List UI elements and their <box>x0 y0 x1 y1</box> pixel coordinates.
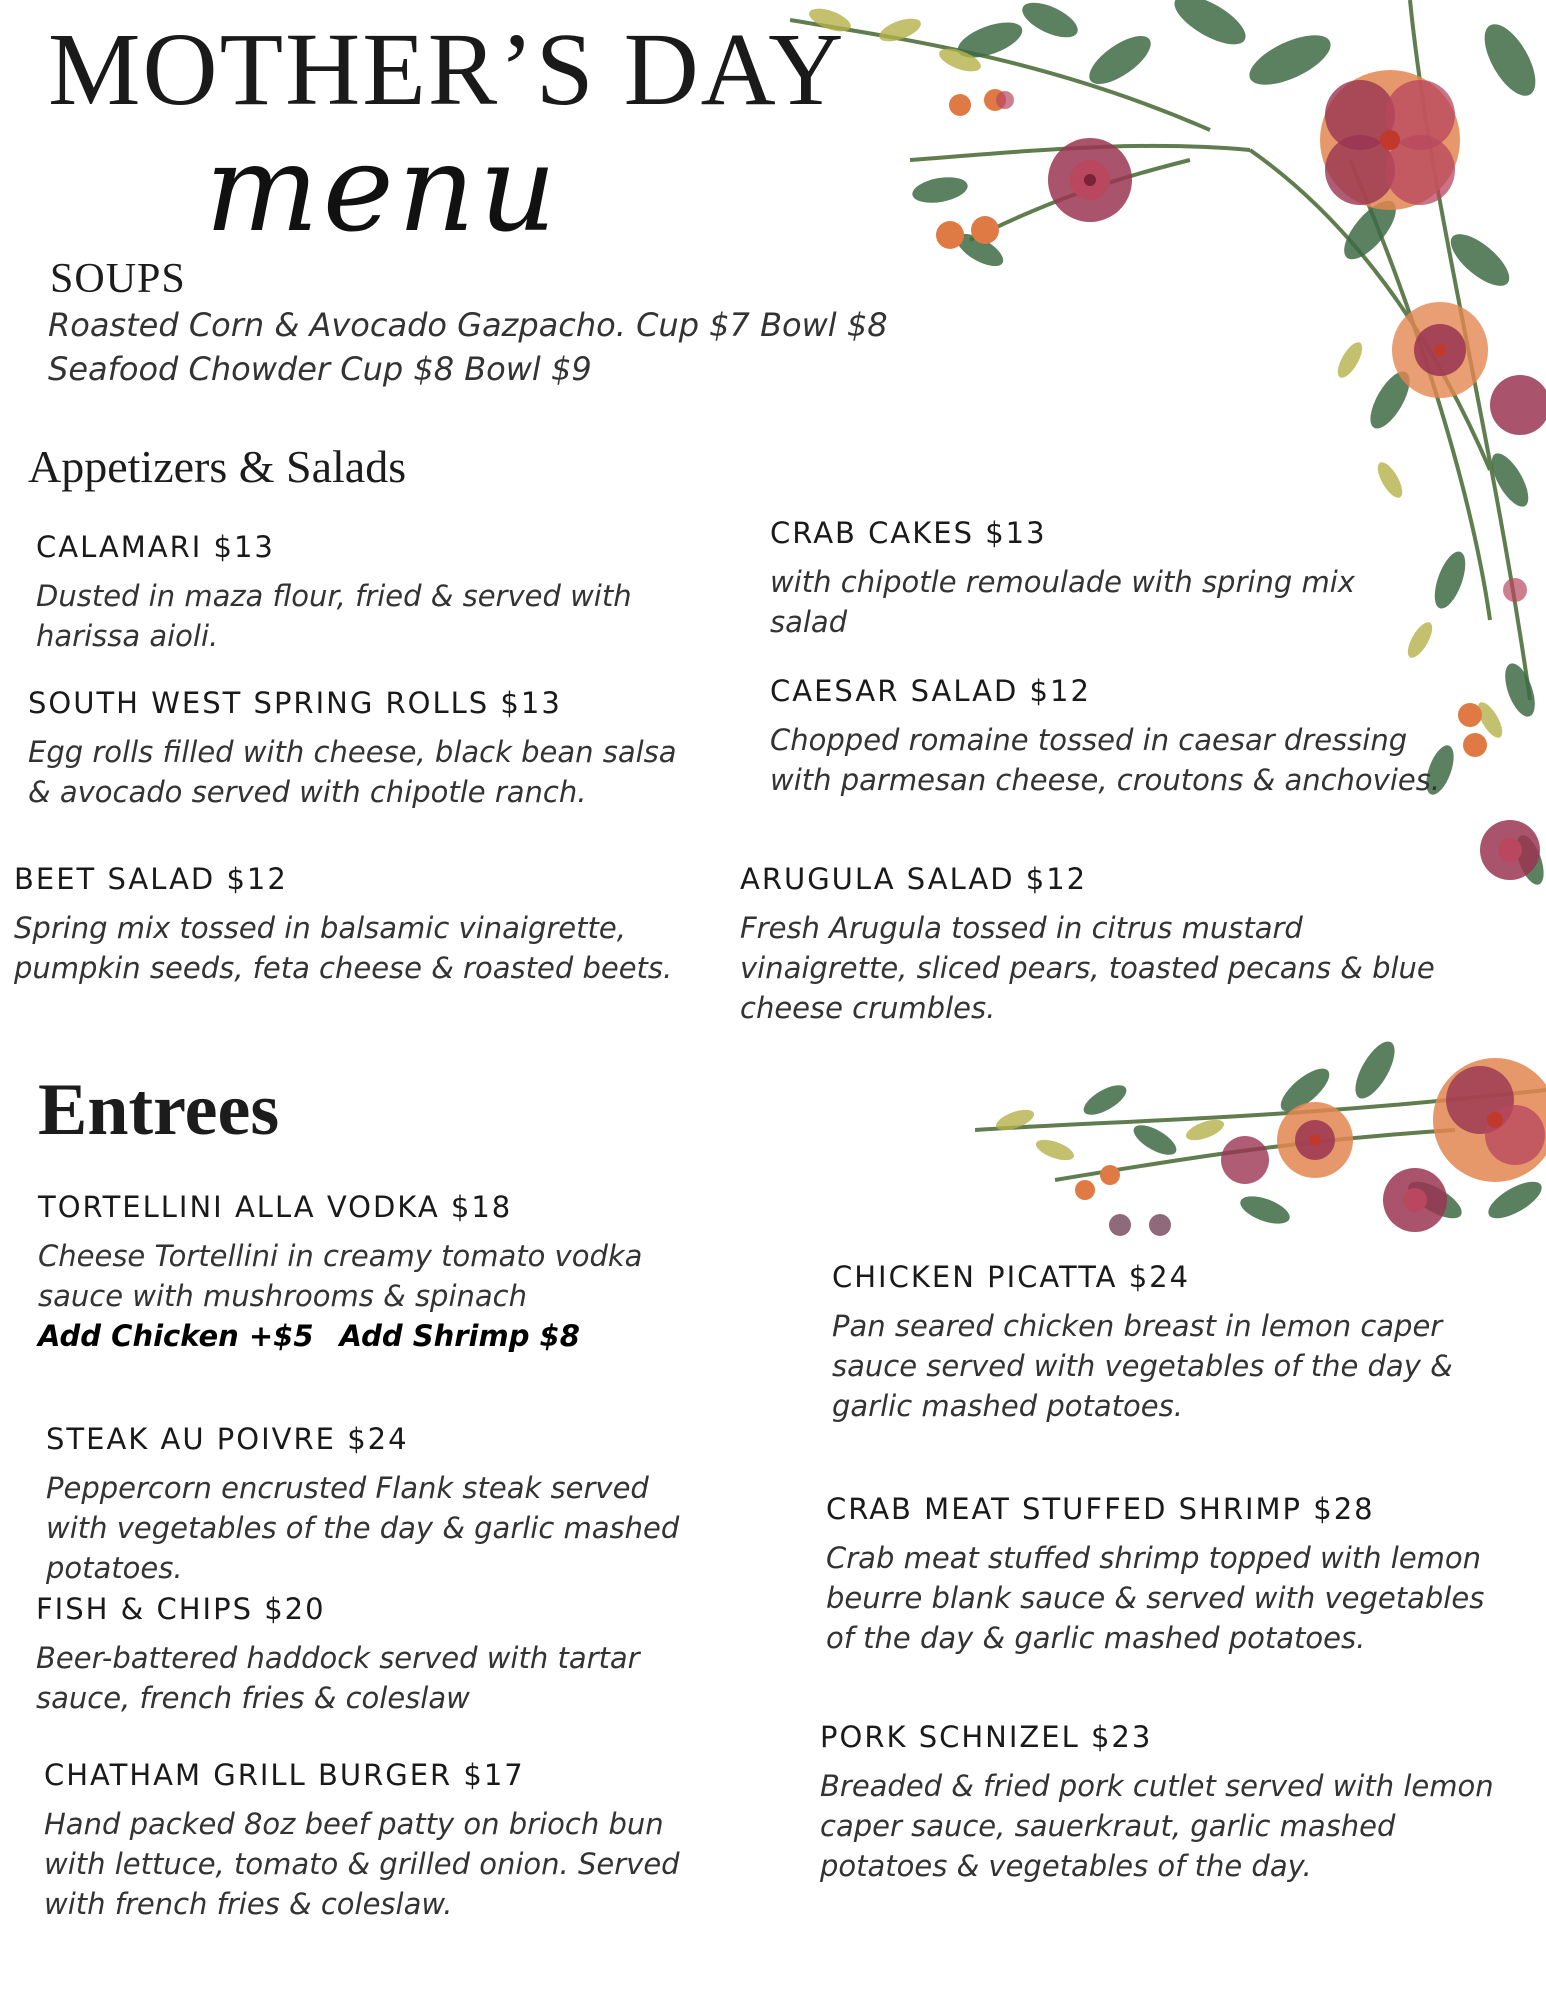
item-description: Crab meat stuffed shrimp topped with lemon beurre blank sauce & served with vegetables of the day & garlic mashed potatoes. <box>826 1541 1485 1655</box>
item-description: Beer-battered haddock served with tartar sauce, french fries & coleslaw <box>36 1641 640 1715</box>
menu-item-caesar-salad <box>770 674 1460 800</box>
item-description: Chopped romaine tossed in caesar dressing with parmesan cheese, croutons & anchovies. <box>770 723 1441 797</box>
item-name: TORTELLINI ALLA VODKA $18 <box>38 1190 513 1224</box>
menu-item-chatham-burger <box>44 1758 724 1924</box>
entrees-heading: Entrees <box>38 1069 280 1151</box>
item-description: Fresh Arugula tossed in citrus mustard vinaigrette, sliced pears, toasted pecans & blue cheese crumbles. <box>740 911 1435 1025</box>
menu-script-heading: menu <box>205 120 561 259</box>
menu-item-beet-salad <box>14 862 694 988</box>
item-name: CHICKEN PICATTA $24 <box>832 1260 1191 1294</box>
item-name: PORK SCHNIZEL $23 <box>820 1720 1153 1754</box>
soup-item: Seafood Chowder Cup $8 Bowl $9 <box>48 350 592 388</box>
menu-item-steak-au-poivre <box>46 1422 706 1588</box>
item-description: Dusted in maza flour, fried & served with harissa aioli. <box>36 579 632 653</box>
item-description: Breaded & fried pork cutlet served with lemon caper sauce, sauerkraut, garlic mashed potatoes & vegetables of the day. <box>820 1769 1494 1883</box>
item-name: CAESAR SALAD $12 <box>770 674 1091 708</box>
item-name: FISH & CHIPS $20 <box>36 1592 326 1626</box>
item-description: Cheese Tortellini in creamy tomato vodka sauce with mushrooms & spinach <box>38 1239 643 1313</box>
item-name: BEET SALAD $12 <box>14 862 288 896</box>
addon-shrimp: Add Shrimp $8 <box>339 1319 580 1353</box>
menu-title: MOTHER’S DAY <box>48 12 846 127</box>
menu-item-arugula-salad <box>740 862 1460 1028</box>
floral-corner-decoration <box>790 0 1546 1000</box>
item-description: Peppercorn encrusted Flank steak served with vegetables of the day & garlic mashed potatoes. <box>46 1471 680 1585</box>
menu-item-crab-cakes <box>770 516 1380 642</box>
menu-item-chicken-picatta <box>832 1260 1512 1426</box>
menu-item-pork-schnizel <box>820 1720 1530 1886</box>
item-name: CHATHAM GRILL BURGER $17 <box>44 1758 525 1792</box>
soup-item: Roasted Corn & Avocado Gazpacho. Cup $7 Bowl $8 <box>48 306 888 344</box>
item-name: CRAB MEAT STUFFED SHRIMP $28 <box>826 1492 1375 1526</box>
item-description: Spring mix tossed in balsamic vinaigrette, pumpkin seeds, feta cheese & roasted beets. <box>14 911 673 985</box>
addon-chicken: Add Chicken +$5 <box>38 1319 314 1353</box>
item-description: Egg rolls filled with cheese, black bean salsa & avocado served with chipotle ranch. <box>28 735 677 809</box>
item-description: with chipotle remoulade with spring mix salad <box>770 565 1355 639</box>
appetizers-heading: Appetizers & Salads <box>28 441 407 492</box>
menu-item-spring-rolls <box>28 686 708 812</box>
item-name: STEAK AU POIVRE $24 <box>46 1422 409 1456</box>
menu-item-fish-chips <box>36 1592 696 1718</box>
item-description: Hand packed 8oz beef patty on brioch bun with lettuce, tomato & grilled onion. Served with french fries & coleslaw. <box>44 1807 680 1921</box>
item-description: Pan seared chicken breast in lemon caper sauce served with vegetables of the day & garlic mashed potatoes. <box>832 1309 1453 1423</box>
item-name: ARUGULA SALAD $12 <box>740 862 1088 896</box>
soups-heading: SOUPS <box>50 256 186 302</box>
menu-item-crab-meat-shrimp <box>826 1492 1516 1658</box>
item-name: SOUTH WEST SPRING ROLLS $13 <box>28 686 562 720</box>
menu-item-calamari <box>36 530 716 656</box>
floral-spray-decoration <box>975 1010 1546 1270</box>
menu-item-tortellini <box>38 1190 698 1356</box>
item-name: CRAB CAKES $13 <box>770 516 1047 550</box>
item-name: CALAMARI $13 <box>36 530 275 564</box>
item-addons <box>38 1316 698 1356</box>
